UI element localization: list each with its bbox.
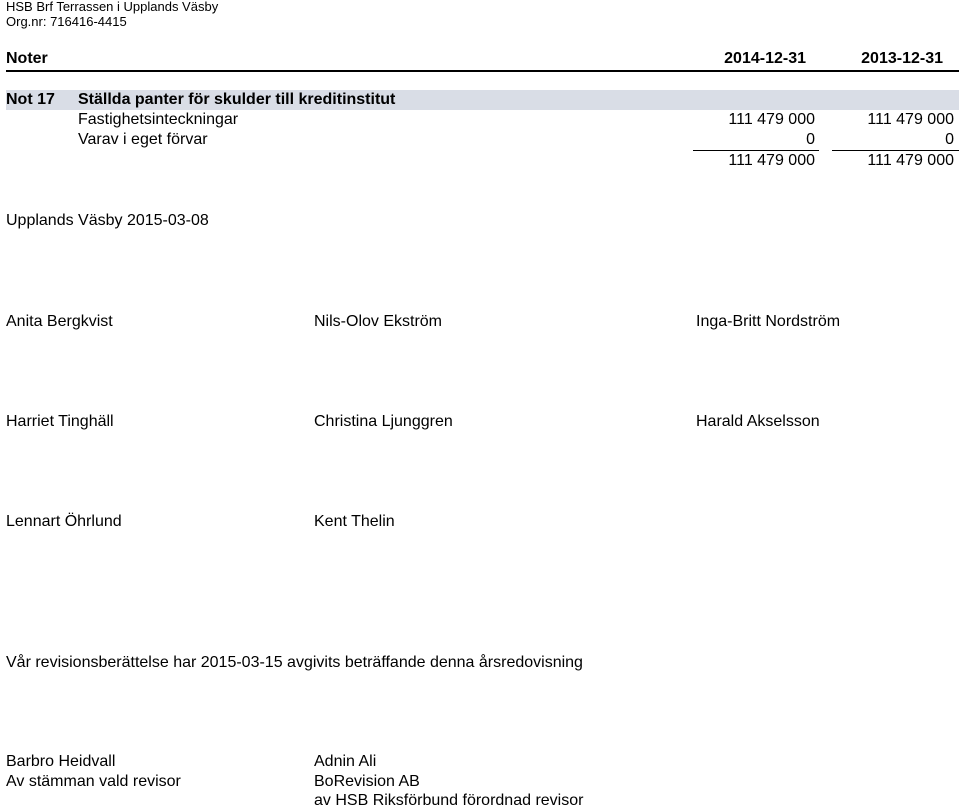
sum-line-2013 [832,150,959,151]
row-label-varav-eget-forvar: Varav i eget förvar [78,131,208,148]
sum-line-2014 [693,150,819,151]
row-value-2014: 0 [806,131,815,148]
note-number: Not 17 [6,91,55,108]
column-header-2014: 2014-12-31 [724,50,806,67]
place-date: Upplands Väsby 2015-03-08 [6,212,209,229]
company-name: HSB Brf Terrassen i Upplands Väsby [6,0,219,14]
signatory-name: Inga-Britt Nordström [696,313,841,330]
signatory-name: Anita Bergkvist [6,313,113,330]
auditor-firm: BoRevision AB [314,773,420,790]
signatory-name: Lennart Öhrlund [6,513,122,530]
audit-statement: Vår revisionsberättelse har 2015-03-15 avgivits beträffande denna årsredovisning [6,654,583,671]
signatory-name: Christina Ljunggren [314,413,453,430]
org-number: Org.nr: 716416-4415 [6,14,127,29]
signatory-name: Harald Akselsson [696,413,820,430]
row-value-2013: 111 479 000 [867,111,954,128]
signatory-name: Harriet Tinghäll [6,413,114,430]
signatory-name: Kent Thelin [314,513,395,530]
auditor-role: av HSB Riksförbund förordnad revisor [314,792,584,809]
auditor-role: Av stämman vald revisor [6,773,181,790]
row-value-2013: 0 [945,131,954,148]
total-value-2013: 111 479 000 [867,152,954,169]
signatory-name: Nils-Olov Ekström [314,313,443,330]
row-value-2014: 111 479 000 [728,111,815,128]
auditor-name: Adnin Ali [314,753,377,770]
header-divider [6,70,959,72]
notes-title: Noter [6,50,48,67]
auditor-name: Barbro Heidvall [6,753,116,770]
column-header-2013: 2013-12-31 [861,50,943,67]
total-value-2014: 111 479 000 [728,152,815,169]
note-title: Ställda panter för skulder till kreditinstitut [78,91,396,108]
row-label-fastighetsinteckningar: Fastighetsinteckningar [78,111,239,128]
